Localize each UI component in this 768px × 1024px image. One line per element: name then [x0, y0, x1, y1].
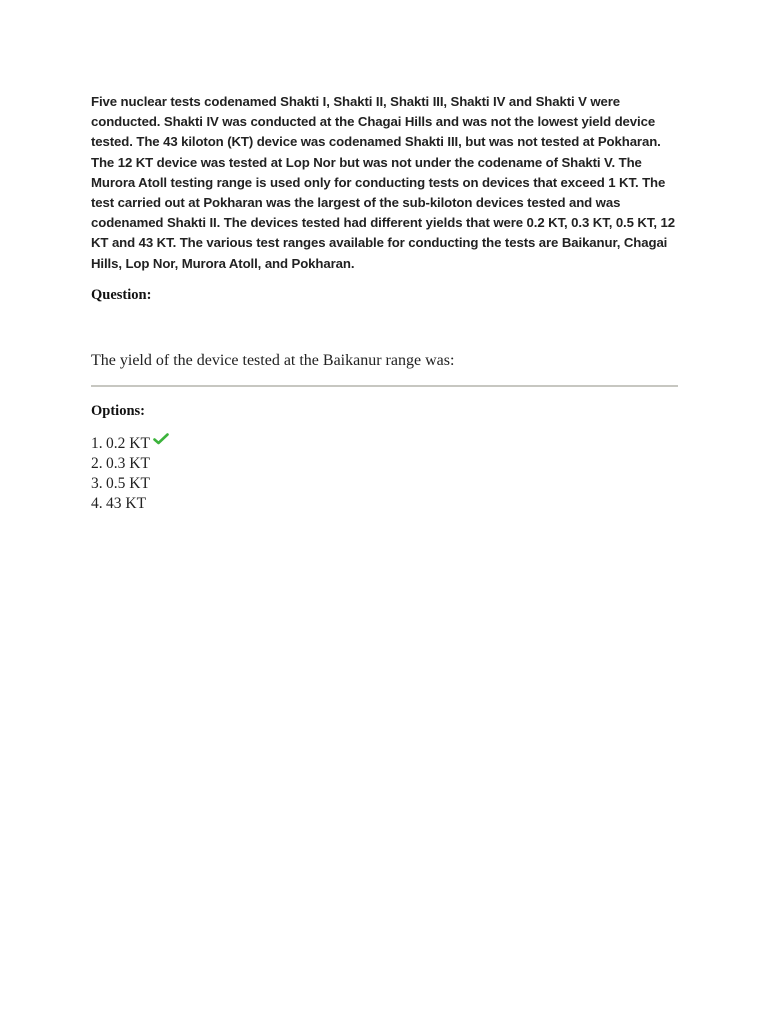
option-number: 1.	[91, 434, 103, 452]
option-label: 0.3 KT	[106, 454, 150, 472]
divider	[91, 385, 678, 387]
document-page	[91, 92, 681, 514]
option-label: 0.2 KT	[106, 434, 150, 452]
option-item[interactable]	[91, 454, 681, 474]
passage-text: Five nuclear tests codenamed Shakti I, Shakti II, Shakti III, Shakti IV and Shakti V were conducted. Shakti IV was conducted at the Chagai Hills and was not the lowest yield device tested. The 43 kiloton (KT) device was codenamed Shakti III, but was not tested at Pokharan. The 12 KT device was tested at Lop Nor but was not under the codename of Shakti V. The Murora Atoll testing range is used only for conducting tests on devices that exceed 1 KT. The test carried out at Pokharan was the largest of the sub-kiloton devices tested and was codenamed Shakti II. The devices tested had different yields that were 0.2 KT, 0.3 KT, 0.5 KT, 12 KT and 43 KT. The various test ranges available for conducting the tests are Baikanur, Chagai Hills, Lop Nor, Murora Atoll, and Pokharan.	[91, 94, 675, 271]
option-item[interactable]	[91, 434, 681, 454]
options-heading: Options:	[91, 402, 145, 419]
option-item[interactable]	[91, 474, 681, 494]
option-number: 2.	[91, 454, 103, 472]
option-item[interactable]	[91, 494, 681, 514]
option-label: 43 KT	[106, 494, 147, 512]
question-heading: Question:	[91, 286, 152, 303]
option-number: 3.	[91, 474, 103, 492]
options-list	[91, 434, 681, 514]
check-icon	[153, 433, 169, 445]
question-text: The yield of the device tested at the Baikanur range was:	[91, 351, 455, 369]
option-label: 0.5 KT	[106, 474, 150, 492]
option-number: 4.	[91, 494, 103, 512]
